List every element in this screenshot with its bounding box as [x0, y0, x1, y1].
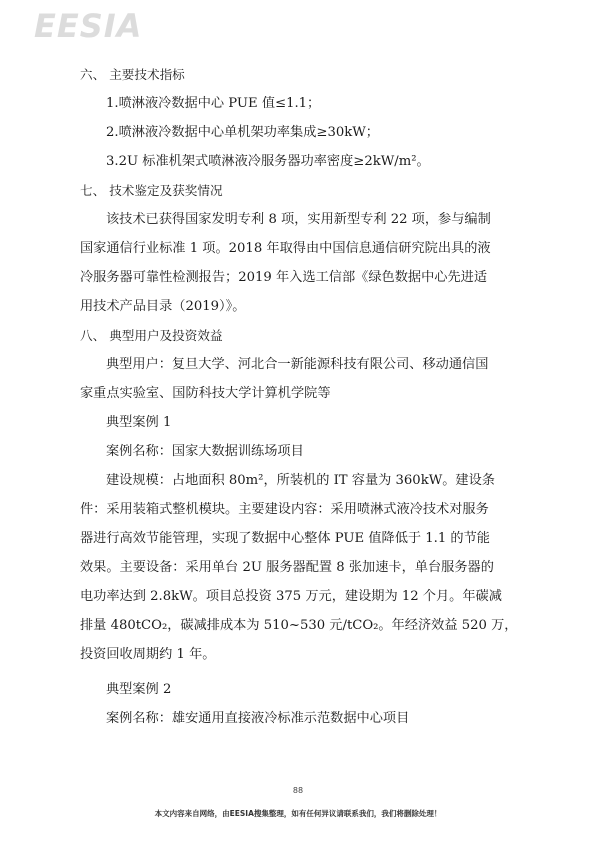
spec-item-3: 3.2U 标准机架式喷淋液冷服务器功率密度≥2kW/m²。 — [106, 154, 430, 169]
section-7-heading: 七、 技术鉴定及获奖情况 — [80, 183, 223, 198]
paragraph-line: 器进行高效节能管理，实现了数据中心整体 PUE 值降低于 1.1 的节能 — [80, 531, 490, 546]
footer-disclaimer: 本文内容来自网络，由EESIA搜集整理，如有任何异议请联系我们，我们将删除处理！ — [154, 809, 442, 818]
document-body — [80, 60, 520, 733]
paragraph-line: 国家通信行业标准 1 项。2018 年取得由中国信息通信研究院出具的液 — [80, 241, 491, 256]
paragraph-line: 用技术产品目录（2019）》。 — [80, 299, 246, 314]
spec-item-1: 1.喷淋液冷数据中心 PUE 值≤1.1； — [106, 96, 321, 111]
page-number: 88 — [292, 786, 304, 795]
section-8-heading: 八、 典型用户及投资效益 — [80, 328, 223, 343]
case-2-name: 案例名称：雄安通用直接液冷标准示范数据中心项目 — [106, 711, 410, 726]
paragraph-line: 建设规模：占地面积 80m²，所装机的 IT 容量为 360kW。建设条 — [106, 473, 495, 488]
case-2-title: 典型案例 2 — [106, 682, 172, 697]
eesia-watermark-logo: EESIA — [34, 7, 143, 45]
paragraph-line: 效果。主要设备：采用单台 2U 服务器配置 8 张加速卡，单台服务器的 — [80, 560, 494, 575]
case-1-title: 典型案例 1 — [106, 415, 172, 430]
spec-item-2: 2.喷淋液冷数据中心单机架功率集成≥30kW； — [106, 125, 379, 140]
paragraph-line: 该技术已获得国家发明专利 8 项，实用新型专利 22 项，参与编制 — [106, 212, 491, 227]
paragraph-line: 家重点实验室、国防科技大学计算机学院等 — [80, 386, 331, 401]
paragraph-line: 排量 480tCO₂，碳减排成本为 510~530 元/tCO₂。年经济效益 520 万， — [80, 618, 518, 633]
paragraph-line: 电功率达到 2.8kW。项目总投资 375 万元，建设期为 12 个月。年碳减 — [80, 589, 502, 604]
case-1-name: 案例名称：国家大数据训练场项目 — [106, 444, 304, 459]
paragraph-line: 件：采用装箱式整机模块。主要建设内容：采用喷淋式液冷技术对服务 — [80, 502, 489, 517]
paragraph-line: 冷服务器可靠性检测报告；2019 年入选工信部《绿色数据中心先进适 — [80, 270, 488, 285]
section-6-heading: 六、 主要技术指标 — [80, 67, 185, 82]
paragraph-line: 投资回收周期约 1 年。 — [80, 647, 216, 662]
paragraph-line: 典型用户：复旦大学、河北合一新能源科技有限公司、移动通信国 — [106, 357, 489, 372]
